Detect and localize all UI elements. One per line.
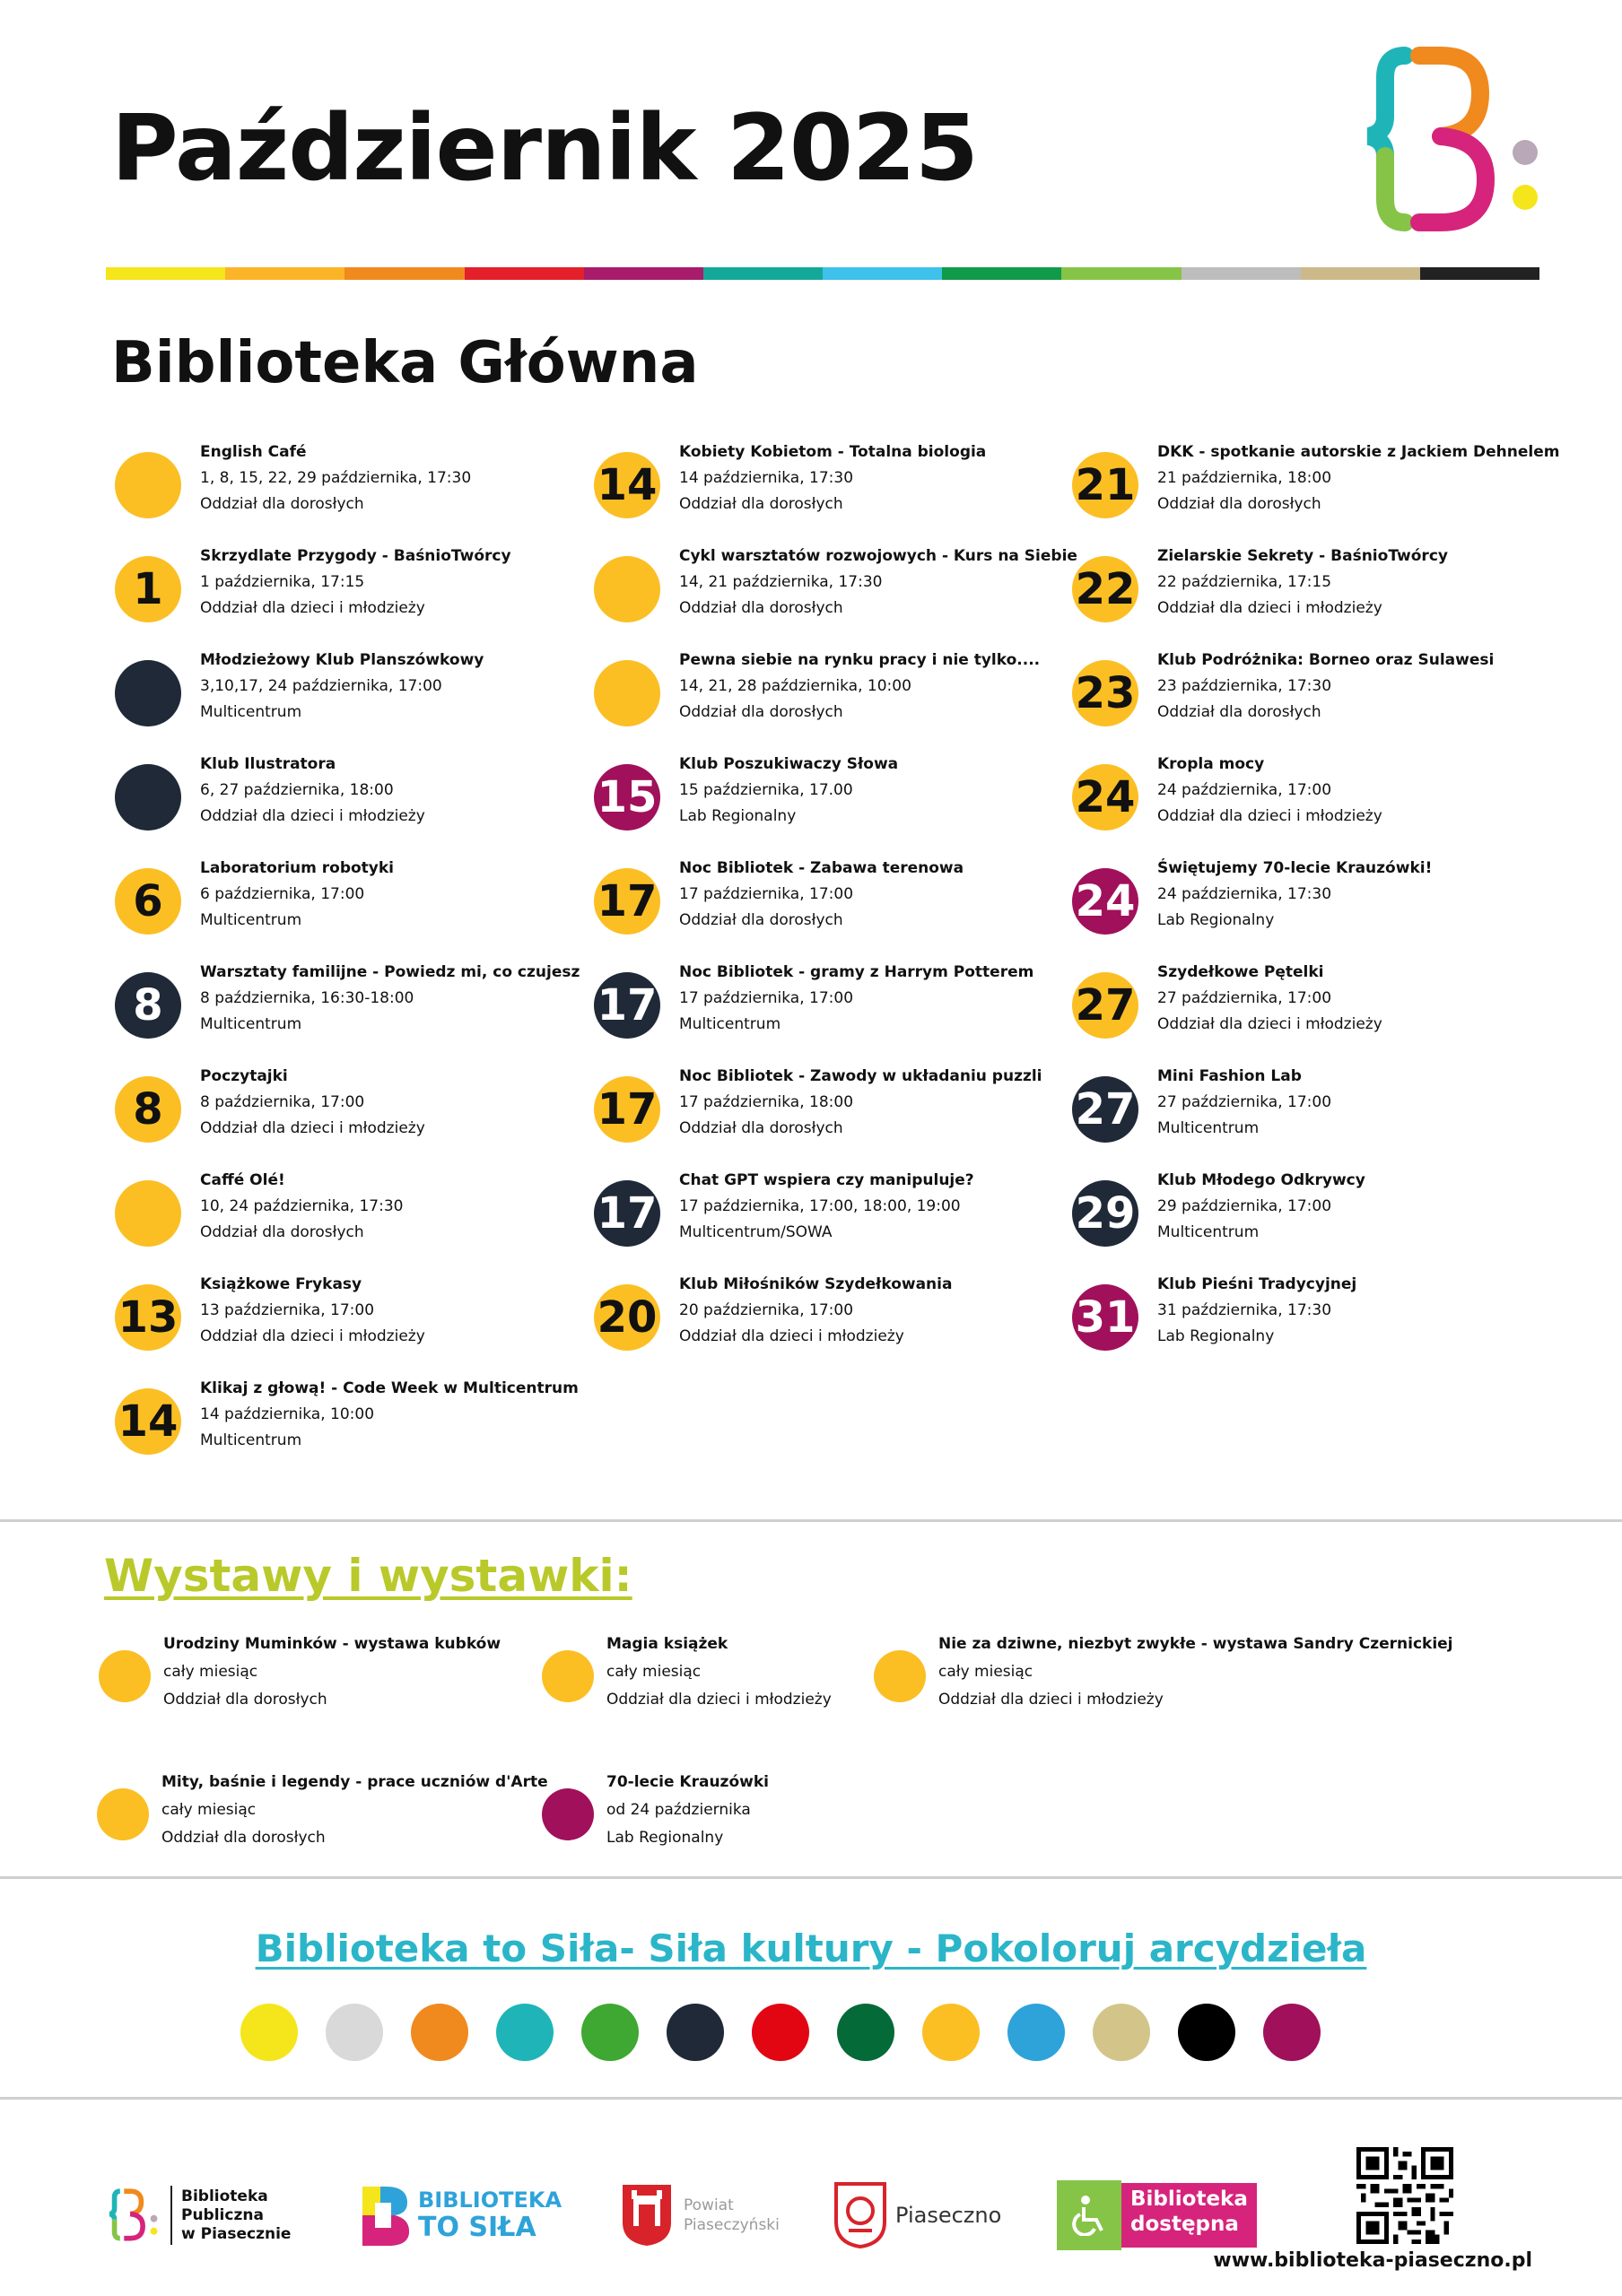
divider [0,2097,1622,2100]
event-place: Oddział dla dzieci i młodzieży [1157,1015,1382,1033]
event-title: Chat GPT wspiera czy manipuluje? [679,1171,974,1189]
color-stripe-segment [942,267,1061,280]
exhibition-title: Magia książek [606,1635,728,1653]
powiat-line-1: Powiat [684,2196,734,2214]
event-item [115,752,581,841]
event-place: Oddział dla dorosłych [679,911,843,929]
piaseczno-name: Piaseczno [895,2203,1002,2228]
event-date: 24 października, 17:00 [1157,781,1332,799]
event-date: 14 października, 10:00 [200,1405,375,1423]
event-title: Klub Poszukiwaczy Słowa [679,755,899,773]
event-date-badge [115,452,181,518]
event-place: Multicentrum [200,703,302,721]
qr-code-icon[interactable] [1356,2147,1453,2244]
exhibition-title: Nie za dziwne, niezbyt zwykłe - wystawa Sandry Czernickiej [938,1635,1453,1653]
event-title: Noc Bibliotek - Zabawa terenowa [679,859,964,877]
event-item [594,1168,1060,1257]
event-item [594,544,1077,633]
exhibition-dot [874,1650,926,1702]
event-date: 24 października, 17:30 [1157,885,1332,903]
event-date-badge: 14 [115,1388,181,1455]
event-date-badge [594,660,660,726]
event-text [1157,439,1622,517]
event-place: Multicentrum [200,1015,302,1033]
event-date-badge: 14 [594,452,660,518]
event-item [594,648,1060,737]
color-swatch [1093,2004,1150,2061]
exhibition-item [97,1769,599,1858]
event-place: Multicentrum [679,1015,781,1033]
event-place: Oddział dla dzieci i młodzieży [200,807,425,825]
event-date: 14, 21 października, 17:30 [679,573,883,591]
exhibitions-title: Wystawy i wystawki: [104,1550,632,1602]
event-date-badge: 13 [115,1284,181,1351]
event-date-badge: 24 [1072,764,1138,831]
color-stripe-segment [1182,267,1301,280]
exhibition-date: cały miesiąc [938,1663,1033,1681]
color-stripe-segment [1061,267,1181,280]
event-item [1072,1064,1539,1153]
accessibility-icon [1071,2195,1107,2236]
event-title: Klub Podróżnika: Borneo oraz Sulawesi [1157,651,1495,669]
event-title: Warsztaty familijne - Powiedz mi, co czujesz [200,963,580,981]
event-place: Oddział dla dorosłych [679,703,843,721]
event-item [1072,1272,1539,1361]
exhibition-title: 70-lecie Krauzówki [606,1773,769,1791]
event-item [594,752,1060,841]
event-place: Oddział dla dzieci i młodzieży [200,599,425,617]
dostepna-line-1: Biblioteka [1130,2187,1248,2211]
event-item [1072,648,1539,737]
section-title: Biblioteka Główna [111,330,699,396]
event-title: Skrzydlate Przygody - BaśnioTwórcy [200,547,511,565]
color-swatches [240,2004,1321,2061]
event-place: Oddział dla dorosłych [679,495,843,513]
event-place: Oddział dla dzieci i młodzieży [200,1327,425,1345]
exhibition-text [606,1769,1145,1852]
event-item [1072,752,1539,841]
event-item [1072,439,1560,529]
event-date: 8 października, 17:00 [200,1093,365,1111]
color-swatch [837,2004,894,2061]
event-title: Klub Ilustratora [200,755,336,773]
event-date-badge: 15 [594,764,660,831]
event-place: Lab Regionalny [1157,911,1275,929]
event-title: Klub Młodego Odkrywcy [1157,1171,1365,1189]
event-title: Mini Fashion Lab [1157,1067,1302,1085]
event-date: 23 października, 17:30 [1157,677,1332,695]
event-item [594,1064,1060,1153]
exhibition-item [542,1769,1044,1858]
event-title: Cykl warsztatów rozwojowych - Kurs na Siebie [679,547,1077,565]
exhibition-dot [542,1650,594,1702]
color-swatch [326,2004,383,2061]
event-item [594,856,1060,945]
divider [0,1519,1622,1522]
event-title: Książkowe Frykasy [200,1275,362,1293]
color-stripe-segment [1301,267,1420,280]
event-date: 17 października, 17:00 [679,989,854,1007]
event-date-badge: 17 [594,1180,660,1247]
event-item [115,856,581,945]
event-place: Oddział dla dzieci i młodzieży [1157,599,1382,617]
exhibition-title: Urodziny Muminków - wystawa kubków [163,1635,501,1653]
footer-logo-library [106,2170,291,2260]
color-stripe [106,267,1539,280]
exhibition-place: Lab Regionalny [606,1829,724,1847]
page-title: Październik 2025 [111,95,978,202]
event-date-badge: 17 [594,1076,660,1143]
event-date-badge: 27 [1072,1076,1138,1143]
event-date-badge: 22 [1072,556,1138,622]
color-stripe-segment [823,267,942,280]
event-title: English Café [200,443,307,461]
event-text [1157,1272,1622,1350]
event-title: Zielarskie Sekrety - BaśnioTwórcy [1157,547,1448,565]
exhibition-place: Oddział dla dorosłych [161,1829,326,1847]
exhibition-date: cały miesiąc [161,1801,257,1819]
event-title: Szydełkowe Pętelki [1157,963,1324,981]
color-stripe-segment [703,267,823,280]
exhibition-date: cały miesiąc [606,1663,702,1681]
event-date: 1 października, 17:15 [200,573,365,591]
event-place: Oddział dla dorosłych [679,599,843,617]
event-title: Młodzieżowy Klub Planszówkowy [200,651,484,669]
event-text [1157,960,1622,1038]
color-swatch [922,2004,980,2061]
event-date-badge: 29 [1072,1180,1138,1247]
event-title: Poczytajki [200,1067,288,1085]
event-date: 21 października, 18:00 [1157,469,1332,487]
event-date: 27 października, 17:00 [1157,989,1332,1007]
event-place: Oddział dla dzieci i młodzieży [200,1119,425,1137]
event-title: Klikaj z głową! - Code Week w Multicentrum [200,1379,579,1397]
coat-of-arms-icon [621,2183,673,2248]
event-date: 6 października, 17:00 [200,885,365,903]
event-title: Kropla mocy [1157,755,1265,773]
event-date-badge: 24 [1072,868,1138,935]
website-link[interactable]: www.biblioteka-piaseczno.pl [1213,2249,1532,2272]
event-text [1157,648,1622,726]
color-swatch [496,2004,554,2061]
event-date: 10, 24 października, 17:30 [200,1197,404,1215]
exhibition-date: od 24 października [606,1801,751,1819]
exhibition-date: cały miesiąc [163,1663,258,1681]
footer-logo-powiat [621,2170,780,2260]
event-item [1072,1168,1539,1257]
event-text [1157,1168,1622,1246]
event-item [115,1168,581,1257]
event-date: 15 października, 17.00 [679,781,853,799]
color-stripe-segment [1420,267,1539,280]
exhibition-place: Oddział dla dzieci i młodzieży [938,1691,1164,1709]
event-date: 20 października, 17:00 [679,1301,854,1319]
event-place: Multicentrum [200,911,302,929]
event-date: 17 października, 17:00, 18:00, 19:00 [679,1197,961,1215]
event-title: Laboratorium robotyki [200,859,395,877]
event-place: Oddział dla dorosłych [200,1223,364,1241]
event-place: Multicentrum [1157,1119,1260,1137]
event-item [115,1376,581,1465]
event-date-badge: 27 [1072,972,1138,1039]
event-text [1157,752,1622,830]
event-place: Oddział dla dorosłych [200,495,364,513]
event-title: Klub Pieśni Tradycyjnej [1157,1275,1357,1293]
event-item [1072,544,1539,633]
event-date-badge: 20 [594,1284,660,1351]
color-swatch [752,2004,809,2061]
b-shape-icon [359,2183,411,2248]
event-place: Lab Regionalny [679,807,797,825]
brand-line-2: TO SIŁA [418,2212,536,2243]
exhibition-place: Oddział dla dzieci i młodzieży [606,1691,832,1709]
event-item [115,1064,581,1153]
event-date: 27 października, 17:00 [1157,1093,1332,1111]
event-date-badge: 23 [1072,660,1138,726]
exhibition-item [99,1631,601,1720]
color-stripe-segment [465,267,584,280]
color-swatch [1007,2004,1065,2061]
color-swatch [411,2004,468,2061]
event-date: 13 października, 17:00 [200,1301,375,1319]
event-date: 3,10,17, 24 października, 17:00 [200,677,442,695]
event-date: 6, 27 października, 18:00 [200,781,394,799]
color-swatch [1178,2004,1235,2061]
exhibition-place: Oddział dla dorosłych [163,1691,327,1709]
dostepna-line-2: dostępna [1130,2213,1239,2236]
library-logo [1355,47,1552,235]
event-item [1072,960,1539,1049]
event-date: 17 października, 18:00 [679,1093,854,1111]
color-stripe-segment [584,267,703,280]
color-swatch [240,2004,298,2061]
brand-line-1: BIBLIOTEKA [418,2187,562,2213]
event-text [1157,544,1622,622]
event-place: Oddział dla dorosłych [1157,703,1321,721]
color-stripe-segment [106,267,225,280]
event-date-badge: 17 [594,868,660,935]
color-swatch [1263,2004,1321,2061]
event-place: Multicentrum [1157,1223,1260,1241]
exhibition-item [874,1631,1453,1720]
event-date-badge [115,1180,181,1247]
event-date: 31 października, 17:30 [1157,1301,1332,1319]
event-date-badge: 8 [115,1076,181,1143]
event-text [1157,1064,1622,1142]
color-swatch [581,2004,639,2061]
event-date-badge: 31 [1072,1284,1138,1351]
event-item [115,544,581,633]
event-title: Noc Bibliotek - gramy z Harrym Potterem [679,963,1034,981]
event-date: 22 października, 17:15 [1157,573,1332,591]
event-date: 14 października, 17:30 [679,469,854,487]
color-stripe-segment [344,267,464,280]
event-place: Multicentrum [200,1431,302,1449]
event-place: Multicentrum/SOWA [679,1223,833,1241]
event-item [115,960,581,1049]
exhibition-title: Mity, baśnie i legendy - prace uczniów d'Arte [161,1773,548,1791]
event-item [594,1272,1060,1361]
event-place: Oddział dla dzieci i młodzieży [1157,807,1382,825]
event-date: 14, 21, 28 października, 10:00 [679,677,911,695]
event-text [200,1376,738,1454]
event-date-badge: 17 [594,972,660,1039]
event-item [594,960,1060,1049]
exhibition-dot [542,1788,594,1840]
event-title: Noc Bibliotek - Zawody w układaniu puzzli [679,1067,1042,1085]
event-item [594,439,1060,529]
piaseczno-crest-icon [833,2180,888,2250]
event-date-badge [115,764,181,831]
divider [0,1876,1622,1879]
event-item [1072,856,1539,945]
exhibition-dot [97,1788,149,1840]
event-title: Pewna siebie na rynku pracy i nie tylko.... [679,651,1041,669]
footer-logo-biblioteka-dostepna [1057,2170,1257,2260]
exhibition-text [938,1631,1477,1714]
footer-logo-piaseczno [833,2170,1001,2260]
event-date: 17 października, 17:00 [679,885,854,903]
event-date-badge [115,660,181,726]
library-name: Biblioteka Publiczna w Piasecznie [181,2187,292,2243]
event-date-badge: 8 [115,972,181,1039]
event-place: Lab Regionalny [1157,1327,1275,1345]
event-title: Klub Miłośników Szydełkowania [679,1275,953,1293]
event-text [1157,856,1622,934]
library-logo-icon [106,2184,161,2247]
event-title: DKK - spotkanie autorskie z Jackiem Dehnelem [1157,443,1560,461]
event-item [115,648,581,737]
event-date-badge: 6 [115,868,181,935]
event-item [115,1272,581,1361]
event-title: Kobiety Kobietom - Totalna biologia [679,443,987,461]
event-date: 8 października, 16:30-18:00 [200,989,414,1007]
powiat-line-2: Piaseczyński [684,2216,780,2234]
exhibition-dot [99,1650,151,1702]
event-date-badge: 21 [1072,452,1138,518]
event-date: 29 października, 17:00 [1157,1197,1332,1215]
event-date: 1, 8, 15, 22, 29 października, 17:30 [200,469,472,487]
event-date-badge [594,556,660,622]
footer-logo-biblioteka-to-sila [359,2170,562,2260]
color-stripe-segment [225,267,344,280]
campaign-title[interactable]: Biblioteka to Siła- Siła kultury - Pokoloruj arcydzieła [255,1926,1367,1970]
event-place: Oddział dla dorosłych [1157,495,1321,513]
event-place: Oddział dla dzieci i młodzieży [679,1327,904,1345]
event-title: Caffé Olé! [200,1171,285,1189]
event-place: Oddział dla dorosłych [679,1119,843,1137]
event-item [115,439,581,529]
event-title: Świętujemy 70-lecie Krauzówki! [1157,859,1433,877]
color-swatch [667,2004,724,2061]
event-date-badge: 1 [115,556,181,622]
